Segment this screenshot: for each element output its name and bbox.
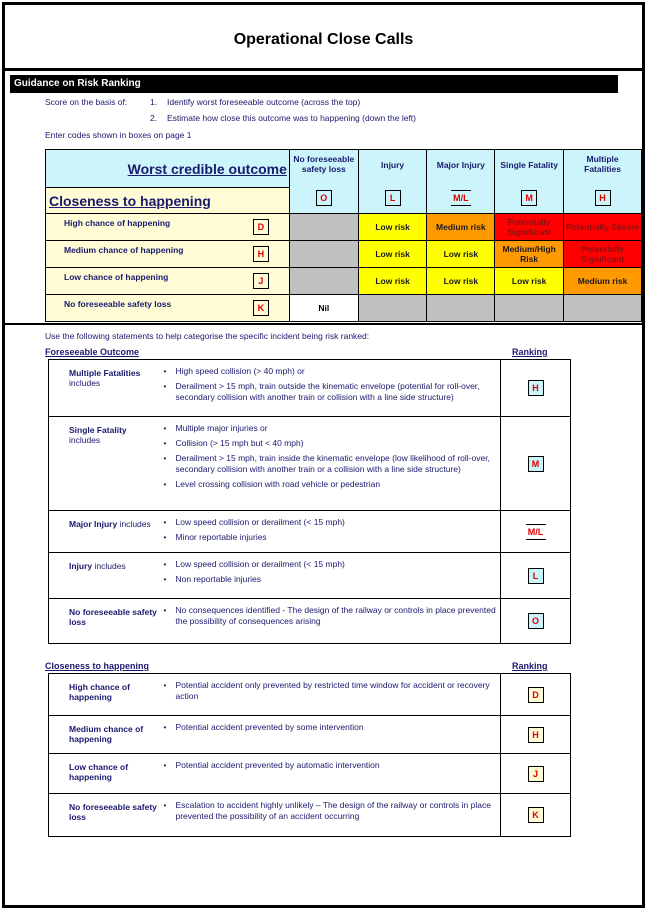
col-header-3 (495, 150, 564, 214)
risk-cell: Low risk (358, 241, 427, 268)
row-label-cell (46, 295, 290, 322)
ranking-cell (501, 553, 571, 599)
description-row (49, 716, 571, 754)
bullets-cell (164, 417, 501, 511)
bullets-cell (164, 360, 501, 417)
row-label-cell (46, 268, 290, 295)
description-row (49, 553, 571, 599)
code-box: H (253, 246, 269, 262)
guidance-header-bar: Guidance on Risk Ranking (10, 75, 618, 93)
step-2-text: Estimate how close this outcome was to happening (down the left) (167, 113, 416, 123)
bullet-list (164, 417, 501, 498)
bullets-cell (164, 599, 501, 644)
step-2-num: 2. (150, 113, 158, 123)
code-box: J (253, 273, 269, 289)
col-header-0 (289, 150, 358, 214)
description-row (49, 754, 571, 794)
bullet-list (164, 794, 501, 830)
bullet-list (164, 599, 501, 635)
row-suffix: includes (94, 561, 126, 571)
row-name: Major Injury (69, 519, 118, 529)
row-label-cell (49, 754, 164, 794)
matrix-row (46, 295, 642, 322)
risk-cell: Potentially Significant (564, 241, 642, 268)
code-box: J (528, 766, 544, 782)
bullet-list (164, 553, 501, 593)
risk-cell: Potentially Significant (495, 214, 564, 241)
code-box: M/L (451, 190, 471, 206)
ranking-cell (501, 599, 571, 644)
row-label-cell (49, 716, 164, 754)
code-box: L (528, 568, 544, 584)
row-name: Injury (69, 561, 93, 571)
enter-codes-note: Enter codes shown in boxes on page 1 (45, 130, 192, 140)
bullets-cell (164, 716, 501, 754)
risk-matrix (45, 149, 642, 322)
closeness-section-heading: Closeness to happening (45, 661, 150, 671)
bullet-item: • Escalation to accident highly unlikely – The design of the railway or controls in place prevented the possibility of an accident occurring (164, 800, 497, 822)
code-box: H (528, 380, 544, 396)
title-box (5, 5, 642, 71)
risk-cell (358, 295, 427, 322)
statements-intro: Use the following statements to help categorise the specific incident being risk ranked: (45, 331, 370, 341)
bullet-item: • Low speed collision or derailment (< 15 mph) (164, 559, 497, 570)
ranking-cell (501, 511, 571, 553)
matrix-row (46, 268, 642, 295)
description-row (49, 674, 571, 716)
description-row (49, 417, 571, 511)
bullet-list (164, 511, 501, 551)
col-label: Multiple Fatalities (584, 154, 621, 174)
code-box: M (528, 456, 544, 472)
code-box: D (253, 219, 269, 235)
outcome-heading: Worst credible outcome (127, 160, 287, 177)
bullet-list (164, 754, 501, 779)
ranking-cell (501, 716, 571, 754)
row-label-cell (46, 214, 290, 241)
ranking-cell (501, 674, 571, 716)
code-box: M (521, 190, 537, 206)
risk-cell: Low risk (358, 268, 427, 295)
risk-cell (495, 295, 564, 322)
description-row (49, 794, 571, 837)
risk-cell (564, 295, 642, 322)
col-label: No foreseeable safety loss (293, 154, 355, 174)
foreseeable-ranking-heading: Ranking (512, 347, 548, 357)
row-label-cell (49, 511, 164, 553)
bullet-item: • Potential accident only prevented by restricted time window for accident or recovery action (164, 680, 497, 702)
col-label: Single Fatality (500, 160, 558, 170)
risk-cell (289, 214, 358, 241)
closeness-table (48, 673, 571, 837)
row-name: Single Fatality (69, 425, 127, 435)
row-label-cell (46, 241, 290, 268)
bullet-item: • High speed collision (> 40 mph) or (164, 366, 497, 377)
code-box: D (528, 687, 544, 703)
bullet-item: • Level crossing collision with road vehicle or pedestrian (164, 479, 497, 490)
row-name: No foreseeable safety loss (69, 802, 157, 822)
risk-cell: Low risk (427, 241, 495, 268)
bullets-cell (164, 674, 501, 716)
risk-cell: Low risk (427, 268, 495, 295)
risk-cell (427, 295, 495, 322)
code-box: K (528, 807, 544, 823)
closeness-ranking-heading: Ranking (512, 661, 548, 671)
code-box: L (385, 190, 401, 206)
row-label-cell (49, 794, 164, 837)
ranking-cell (501, 794, 571, 837)
risk-cell: Potentially Severe (564, 214, 642, 241)
code-box: K (253, 300, 269, 316)
description-row (49, 599, 571, 644)
bullet-item: • Potential accident prevented by automatic intervention (164, 760, 497, 771)
row-label-cell (49, 417, 164, 511)
code-box: M/L (526, 524, 546, 540)
row-name: Multiple Fatalities (69, 368, 141, 378)
matrix-row (46, 214, 642, 241)
row-label: Low chance of happening (64, 272, 169, 282)
col-label: Injury (381, 160, 405, 170)
score-label: Score on the basis of: (45, 97, 128, 107)
page-frame (2, 2, 645, 908)
risk-cell: Low risk (495, 268, 564, 295)
page-title: Operational Close Calls (233, 30, 414, 48)
row-suffix: includes (119, 519, 151, 529)
row-label-cell (49, 674, 164, 716)
risk-cell: Medium risk (564, 268, 642, 295)
row-label: High chance of happening (64, 218, 171, 228)
closeness-heading: Closeness to happening (49, 192, 211, 209)
col-header-1 (358, 150, 427, 214)
description-row (49, 511, 571, 553)
bullet-item: • Minor reportable injuries (164, 532, 497, 543)
row-label-cell (49, 599, 164, 644)
risk-cell (289, 241, 358, 268)
row-label: No foreseeable safety loss (64, 299, 172, 309)
closeness-heading-cell (46, 188, 290, 214)
ranking-cell (501, 417, 571, 511)
risk-cell: Low risk (358, 214, 427, 241)
code-box: H (595, 190, 611, 206)
col-label: Major Injury (436, 160, 485, 170)
bullet-item: • Derailment > 15 mph, train inside the kinematic envelope (low likelihood of roll-over, secondary collision with another train or a collision with a line side structure) (164, 453, 497, 475)
risk-cell: Nil (289, 295, 358, 322)
section-divider (5, 323, 642, 325)
code-box: H (528, 727, 544, 743)
bullet-list (164, 716, 501, 741)
row-label-cell (49, 360, 164, 417)
row-name: Medium chance of happening (69, 724, 144, 744)
matrix-row (46, 241, 642, 268)
row-suffix: includes (69, 378, 101, 388)
outcome-heading-cell (46, 150, 290, 188)
code-box: O (528, 613, 544, 629)
col-header-2 (427, 150, 495, 214)
bullet-item: • Low speed collision or derailment (< 15 mph) (164, 517, 497, 528)
step-1-num: 1. (150, 97, 158, 107)
risk-cell: Medium/High Risk (495, 241, 564, 268)
row-label-cell (49, 553, 164, 599)
code-box: O (316, 190, 332, 206)
ranking-cell (501, 360, 571, 417)
row-name: High chance of happening (69, 682, 130, 702)
col-header-4 (564, 150, 642, 214)
description-row (49, 360, 571, 417)
row-label: Medium chance of happening (64, 245, 184, 255)
bullet-item: • Non reportable injuries (164, 574, 497, 585)
bullet-list (164, 674, 501, 710)
bullets-cell (164, 553, 501, 599)
bullet-item: • Multiple major injuries or (164, 423, 497, 434)
bullet-item: • Derailment > 15 mph, train outside the kinematic envelope (potential for roll-over, secondary collision with another train or collision with a line side structure) (164, 381, 497, 403)
bullets-cell (164, 794, 501, 837)
bullets-cell (164, 511, 501, 553)
row-suffix: includes (69, 435, 101, 445)
bullet-list (164, 360, 501, 411)
bullets-cell (164, 754, 501, 794)
row-name: No foreseeable safety loss (69, 607, 157, 627)
risk-cell: Medium risk (427, 214, 495, 241)
row-name: Low chance of happening (69, 762, 129, 782)
ranking-cell (501, 754, 571, 794)
bullet-item: • Potential accident prevented by some intervention (164, 722, 497, 733)
foreseeable-heading: Foreseeable Outcome (45, 347, 140, 357)
risk-cell (289, 268, 358, 295)
foreseeable-table (48, 359, 571, 644)
step-1-text: Identify worst foreseeable outcome (across the top) (167, 97, 361, 107)
bullet-item: • No consequences identified - The design of the railway or controls in place prevented the possibility of consequences arising (164, 605, 497, 627)
bullet-item: • Collision (> 15 mph but < 40 mph) (164, 438, 497, 449)
